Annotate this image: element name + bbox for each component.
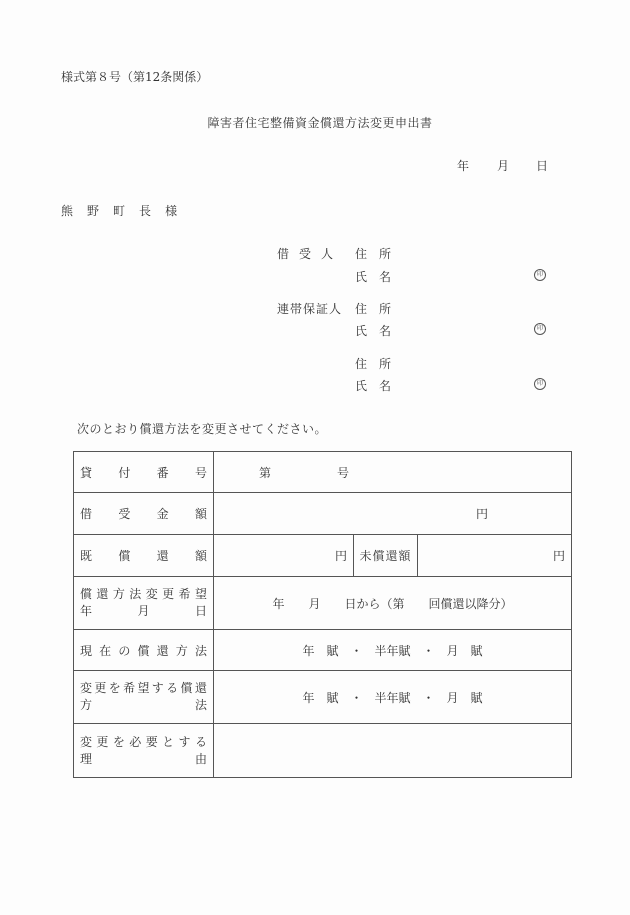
label-char: 名 <box>379 324 392 338</box>
label-char: の <box>118 643 131 658</box>
current-method-options[interactable]: 年 賦 ・ 半年賦 ・ 月 賦 <box>214 630 572 671</box>
date-month-label: 月 <box>497 159 510 173</box>
label-char: 法 <box>194 643 207 658</box>
loan-amount-field[interactable] <box>214 493 572 535</box>
label-char: 貸 <box>80 465 93 480</box>
repaid-amount-field[interactable] <box>214 535 354 577</box>
row-loan-amount <box>74 493 572 535</box>
unpaid-label: 未償還額 <box>354 535 418 577</box>
yen-unit: 円 <box>334 549 347 563</box>
label-char: 方 <box>175 643 188 658</box>
change-date-field[interactable]: 年 月 日から（第 回償還以降分） <box>214 577 572 630</box>
label-char: 所 <box>379 302 392 316</box>
label-char: 既 <box>80 549 93 563</box>
label-char: 理 <box>80 751 93 766</box>
repayment-change-table <box>73 451 572 778</box>
label-char: 月 <box>137 604 150 618</box>
yen-unit: 円 <box>552 549 565 563</box>
borrower-label <box>277 245 333 262</box>
desired-method-options[interactable]: 年 賦 ・ 半年賦 ・ 月 賦 <box>214 671 572 724</box>
label-char: 法 <box>129 587 142 601</box>
label-char: 変 <box>80 681 93 695</box>
row-reason <box>74 724 572 778</box>
label-char: 人 <box>321 247 334 261</box>
addressee-char: 熊 <box>61 204 74 218</box>
label-char: 更 <box>94 681 107 695</box>
addressee-char: 野 <box>87 204 100 218</box>
guarantor2-name-label <box>355 377 391 394</box>
addressee-char: 様 <box>165 204 178 218</box>
form-number: 様式第８号（第12条関係） <box>61 70 209 84</box>
label-char: 住 <box>355 247 368 261</box>
addressee-char: 長 <box>139 204 152 218</box>
repaid-label <box>74 535 214 577</box>
label-char: 所 <box>379 357 392 371</box>
label-char: 在 <box>99 643 112 658</box>
label-char: 償 <box>80 587 93 601</box>
label-char: 希 <box>178 587 191 601</box>
label-char: 番 <box>156 465 169 480</box>
label-char: 所 <box>379 247 392 261</box>
label-char: を <box>108 681 121 695</box>
label-char: 氏 <box>355 270 368 284</box>
seal-icon: 印 <box>534 378 546 390</box>
addressee <box>61 202 177 219</box>
reason-field[interactable] <box>214 724 572 778</box>
label-char: 要 <box>145 734 158 749</box>
label-char: 付 <box>118 465 131 480</box>
label-char: 更 <box>162 587 175 601</box>
row-repaid <box>74 535 572 577</box>
intro-text: 次のとおり償還方法を変更させてください。 <box>77 422 328 436</box>
label-char: 望 <box>137 681 150 695</box>
label-char: 氏 <box>355 379 368 393</box>
date-day-label: 日 <box>536 159 549 173</box>
label-char: 償 <box>180 681 193 695</box>
label-char: 金 <box>156 507 169 521</box>
label-char: 方 <box>80 698 93 712</box>
seal-icon: 印 <box>534 323 546 335</box>
yen-unit: 円 <box>476 507 489 521</box>
reason-label <box>74 724 214 778</box>
loan-number-label <box>74 452 214 493</box>
label-char: 額 <box>194 549 207 563</box>
unpaid-amount-field[interactable] <box>418 535 572 577</box>
label-char: と <box>162 734 175 749</box>
row-loan-number <box>74 452 572 493</box>
label-char: 名 <box>379 270 392 284</box>
seal-icon: 印 <box>534 269 546 281</box>
label-char: 現 <box>80 643 93 658</box>
label-char: 還 <box>194 681 207 695</box>
label-char: 法 <box>194 698 207 712</box>
label-char: 由 <box>194 751 207 766</box>
borrower-name-label <box>355 268 391 285</box>
label-char: る <box>194 734 207 749</box>
label-char: 希 <box>123 681 136 695</box>
label-char: 住 <box>355 302 368 316</box>
label-char: す <box>151 681 164 695</box>
change-date-label <box>74 577 214 630</box>
label-char: 借 <box>277 247 290 261</box>
label-char: す <box>178 734 191 749</box>
label-char: 受 <box>299 247 312 261</box>
label-char: 還 <box>156 643 169 658</box>
loan-number-prefix: 第 <box>259 465 272 480</box>
label-char: 還 <box>96 587 109 601</box>
label-char: 年 <box>80 604 93 618</box>
loan-number-suffix: 号 <box>337 465 350 480</box>
label-char: 号 <box>194 465 207 480</box>
label-char: 受 <box>118 507 131 521</box>
desired-method-label <box>74 671 214 724</box>
loan-amount-label <box>74 493 214 535</box>
guarantor2-address-label <box>355 355 391 372</box>
borrower-address-label <box>355 245 391 262</box>
label-char: る <box>166 681 179 695</box>
label-char: 住 <box>355 357 368 371</box>
label-char: 望 <box>194 587 207 601</box>
label-char: 変 <box>80 734 93 749</box>
row-desired-method <box>74 671 572 724</box>
label-char: 名 <box>379 379 392 393</box>
label-char: 氏 <box>355 324 368 338</box>
label-char: 額 <box>194 507 207 521</box>
label-char: 方 <box>112 587 125 601</box>
row-change-date <box>74 577 572 630</box>
current-method-label <box>74 630 214 671</box>
guarantor-name-label <box>355 322 391 339</box>
date-year-label: 年 <box>457 159 470 173</box>
label-char: 必 <box>129 734 142 749</box>
label-char: 還 <box>156 549 169 563</box>
label-char: 更 <box>96 734 109 749</box>
guarantor-label: 連帯保証人 <box>277 302 343 316</box>
label-char: 借 <box>80 507 93 521</box>
row-current-method <box>74 630 572 671</box>
label-char: を <box>112 734 125 749</box>
label-char: 変 <box>145 587 158 601</box>
label-char: 償 <box>137 643 150 658</box>
addressee-char: 町 <box>113 204 126 218</box>
guarantor-address-label <box>355 300 391 317</box>
document-title: 障害者住宅整備資金償還方法変更申出書 <box>207 116 433 130</box>
label-char: 日 <box>194 604 207 618</box>
loan-number-field[interactable] <box>214 452 572 493</box>
label-char: 償 <box>118 549 131 563</box>
